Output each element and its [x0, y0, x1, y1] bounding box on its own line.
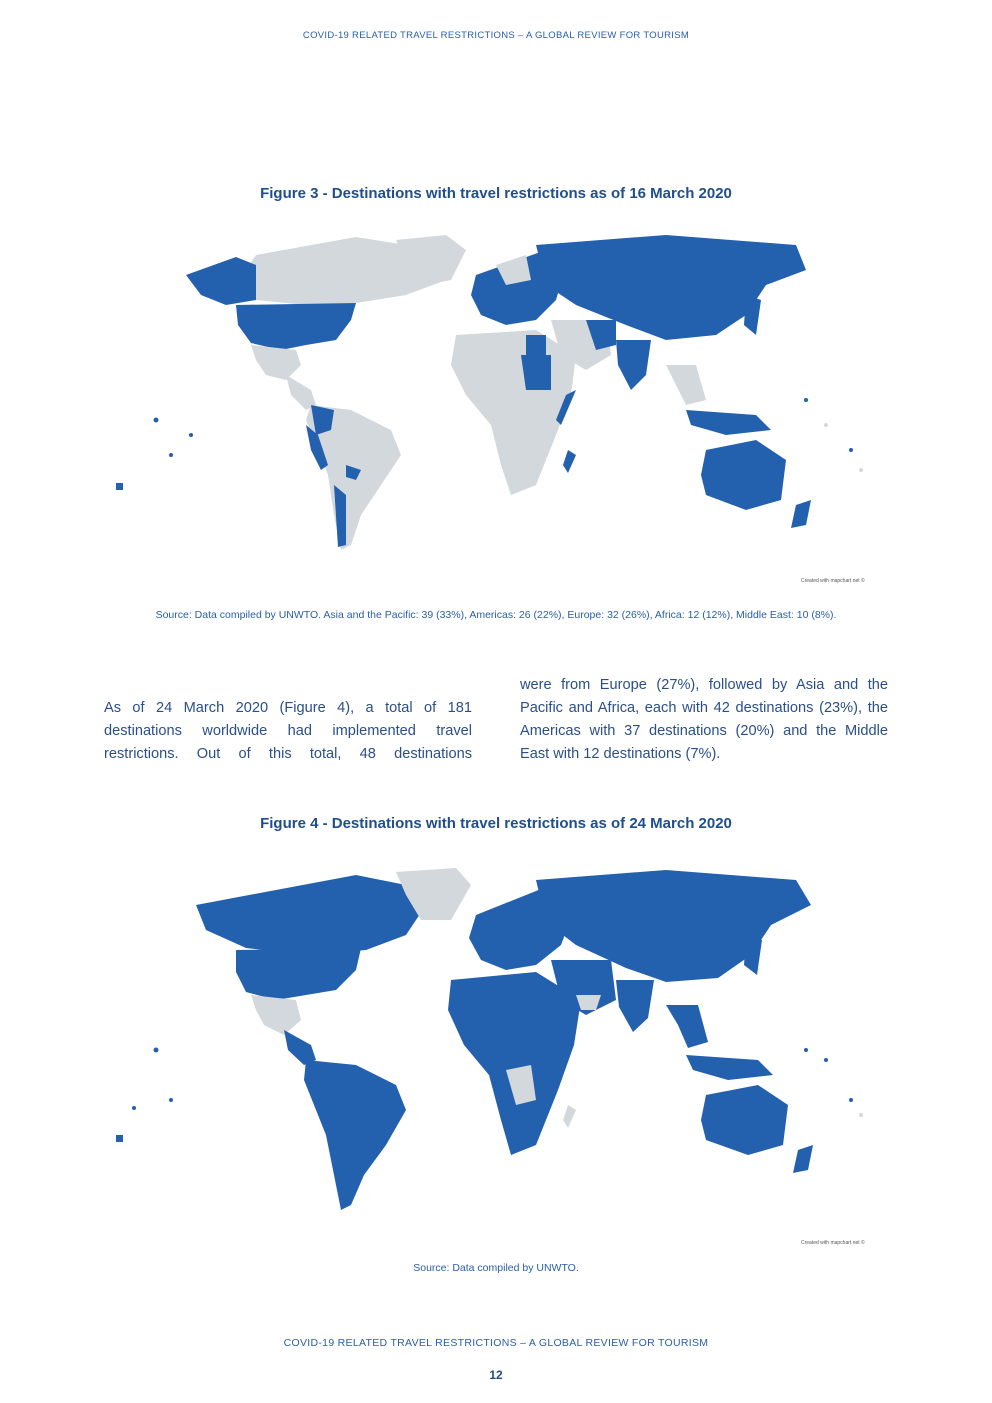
body-left-column: As of 24 March 2020 (Figure 4), a total of 181 destinations worldwide had implemented travel restrictions. Out of this total, 48 destinations — [104, 700, 472, 762]
figure-4-source: Source: Data compiled by UNWTO. — [413, 1262, 579, 1274]
figure-3-title: Figure 3 - Destinations with travel restrictions as of 16 March 2020 — [260, 185, 732, 202]
figure-4-map — [106, 860, 886, 1250]
figure-4-credit: Created with mapchart.net © — [801, 1240, 865, 1246]
figure-3-credit: Created with mapchart.net © — [801, 578, 865, 584]
figure-4-title: Figure 4 - Destinations with travel restrictions as of 24 March 2020 — [260, 815, 732, 832]
map-sudan — [521, 355, 551, 390]
running-footer: COVID-19 RELATED TRAVEL RESTRICTIONS – A GLOBAL REVIEW FOR TOURISM — [283, 1337, 709, 1349]
body-right-column: were from Europe (27%), followed by Asia and the Pacific and Africa, each with 42 destinations (23%), the Americas with 37 destinations (20%) and the Middle East with 12 destinations (7%). — [520, 677, 888, 762]
figure-3-source: Source: Data compiled by UNWTO. Asia and the Pacific: 39 (33%), Americas: 26 (22%), Europe: 32 (26%), Africa: 12 (12%), Middle East: 10 (8%). — [155, 609, 837, 621]
map-egypt — [526, 335, 546, 355]
running-header: COVID-19 RELATED TRAVEL RESTRICTIONS – A GLOBAL REVIEW FOR TOURISM — [302, 30, 690, 41]
page-number: 12 — [489, 1368, 503, 1382]
figure-3-map — [106, 225, 886, 595]
